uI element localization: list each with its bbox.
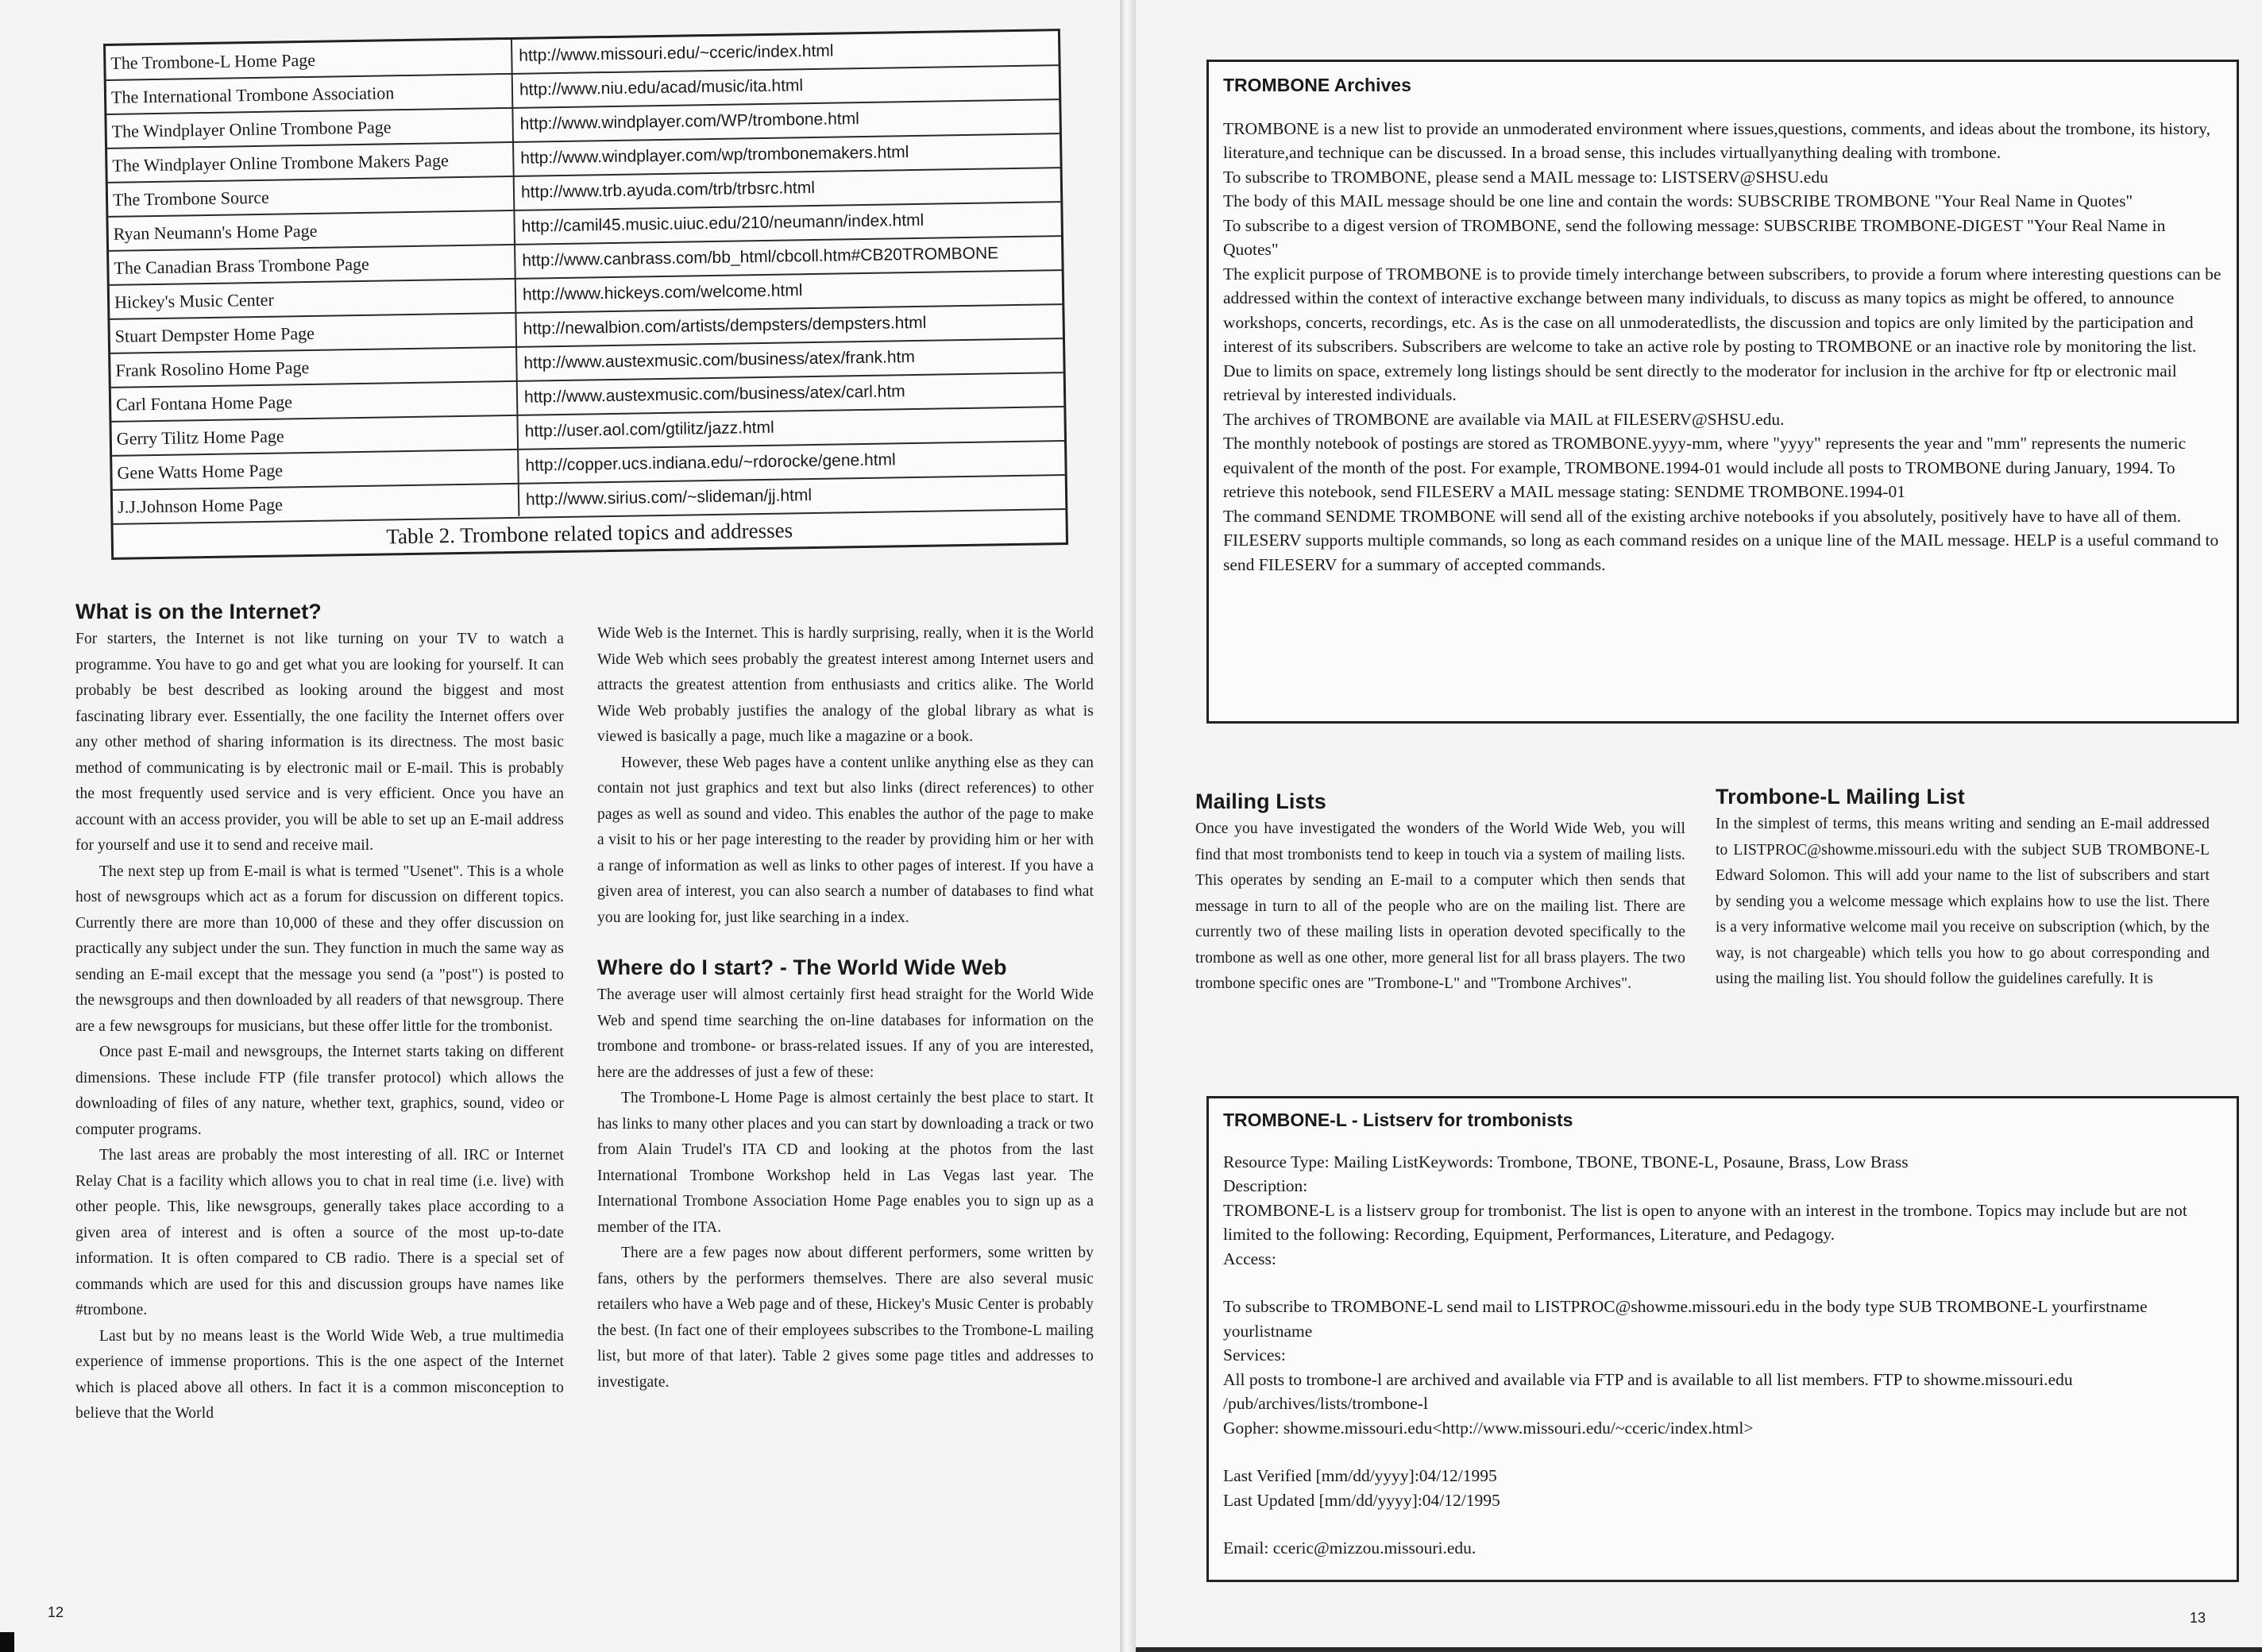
left-column-2 xyxy=(597,621,1094,1395)
section-heading-trombone-l: Trombone-L Mailing List xyxy=(1716,785,1965,809)
listserv-box xyxy=(1206,1096,2239,1582)
row-title: The Windplayer Online Trombone Makers Page xyxy=(112,150,449,176)
row-url[interactable]: http://www.austexmusic.com/business/atex/carl.htm xyxy=(523,382,905,407)
description: TROMBONE-L is a listserv group for trombonist. The list is open to anyone with an interest in the trombone. Topics may include but are not limited to the following: Recording, Equipment, Performances, Literature, and Pedagogy. xyxy=(1223,1200,2187,1244)
spacer xyxy=(1223,1440,2222,1464)
right-page xyxy=(1136,0,2262,1652)
row-url[interactable]: http://www.trb.ayuda.com/trb/trbsrc.html xyxy=(520,178,816,202)
box-line: TROMBONE is a new list to provide an unmoderated environment where issues,questions, comments, and ideas about the trombone, its history, literature,and technique can be discussed. In a broad sense, this includes virtuallyanything dealing with trombone. xyxy=(1223,118,2211,162)
spacer xyxy=(1223,1512,2222,1536)
row-url[interactable]: http://www.canbrass.com/bb_html/cbcoll.htm#CB20TROMBONE xyxy=(522,244,999,270)
paragraph: The last areas are probably the most interesting of all. IRC or Internet Relay Chat is a facility which allows you to chat in real time (i.e. live) with other people. This, like newsgroups, generally takes place according to a given area of interest and is often a source of the most up-to-date information. It is often compared to CB radio. There is a special set of commands which are used for this and discussion groups have names like #trombone. xyxy=(75,1147,564,1318)
paragraph: Once past E-mail and newsgroups, the Internet starts taking on different dimensions. These include FTP (file transfer protocol) which allows the downloading of files of any nature, whether text, graphics, sound, video or computer programs. xyxy=(75,1044,564,1138)
last-updated: Last Updated [mm/dd/yyyy]:04/12/1995 xyxy=(1223,1490,1500,1510)
email-line[interactable]: Email: cceric@mizzou.missouri.edu. xyxy=(1223,1538,1476,1557)
page-number: 13 xyxy=(2190,1610,2206,1626)
section-heading-internet: What is on the Internet? xyxy=(75,600,322,623)
box-title: TROMBONE-L - Listserv for trombonists xyxy=(1223,1110,1573,1130)
row-url[interactable]: http://www.sirius.com/~slideman/jj.html xyxy=(525,486,813,509)
row-title: J.J.Johnson Home Page xyxy=(117,494,284,517)
last-verified: Last Verified [mm/dd/yyyy]:04/12/1995 xyxy=(1223,1466,1497,1485)
bottom-edge-rule xyxy=(1136,1647,2262,1652)
row-title: Carl Fontana Home Page xyxy=(115,392,293,415)
paragraph: Wide Web is the Internet. This is hardly surprising, really, when it is the World Wide Web which sees probably the greatest interest among Internet users and attracts the greatest attention from enthusiasts and critics alike. The World Wide Web probably justifies the analogy of the global library as what is viewed is basically a page, much like a magazine or a book. xyxy=(597,625,1094,745)
box-line: The explicit purpose of TROMBONE is to provide timely interchange between subscribers, to provide a forum where interesting questions can be addressed within the context of interactive exchange between many individuals, to discuss as many topics as might be offered, to announce workshops, concerts, recordings, etc. As is the case on all unmoderatedlists, the discussion and topics are only limited by the participation and interest of its subscribers. Subscribers are welcome to take an active role by posting to TROMBONE or an inactive role by monitoring the list. Due to limits on space, extremely long listings should be sent directly to the moderator for inclusion in the archive for ftp or electronic mail retrieval by interested individuals. xyxy=(1223,264,2221,404)
page-number: 12 xyxy=(48,1604,64,1620)
row-url[interactable]: http://www.hickeys.com/welcome.html xyxy=(522,281,803,304)
description-label: Description: xyxy=(1223,1176,1308,1195)
paragraph: Once you have investigated the wonders of the World Wide Web, you will find that most trombonists tend to keep in touch via a system of mailing lists. This operates by sending an E-mail to a computer which then sends that message in turn to all of the people who are on the mailing list. There are currently two of these mailing lists in operation devoted specifically to the trombone as well as one other, more general list for all brass players. The two trombone specific ones are "Trombone-L" and "Trombone Archives". xyxy=(1195,820,1685,992)
row-title: The International Trombone Association xyxy=(110,83,395,107)
gopher-line[interactable]: Gopher: showme.missouri.edu<http://www.missouri.edu/~cceric/index.html> xyxy=(1223,1418,1754,1438)
left-page xyxy=(0,0,1120,1652)
row-title: Stuart Dempster Home Page xyxy=(114,322,315,346)
row-url[interactable]: http://user.aol.com/gtilitz/jazz.html xyxy=(524,418,774,441)
paragraph: For starters, the Internet is not like turning on your TV to watch a programme. You have to go and get what you are looking for yourself. It can probably be best described as looking around the biggest and most fascinating library ever. Essentially, the one facility the Internet offers over any other method of sharing information is its directness. The most basic method of communicating is by electronic mail or E-mail. This is probably the most frequently used service and is very efficient. Once you have an account with an access provider, you will be able to set up an E-mail address for yourself and use it to send and receive mail. xyxy=(75,631,564,854)
row-title: The Canadian Brass Trombone Page xyxy=(114,253,369,278)
paragraph: In the simplest of terms, this means writing and sending an E-mail addressed to LISTPROC@showme.missouri.edu with the subject SUB TROMBONE-L Edward Solomon. This will add your name to the list of subscribers and start by sending you a welcome message which explains how to use the list. There is a very informative welcome mail you receive on subscription (which, by the way, is not chargeable) which tells you how to go about corresponding and using the mailing list. You should follow the guidelines carefully. It is xyxy=(1716,816,2210,987)
row-url[interactable]: http://www.missouri.edu/~cceric/index.html xyxy=(519,41,834,65)
mailing-lists-column xyxy=(1195,789,1685,998)
trombone-l-column xyxy=(1716,784,2210,993)
trombone-links-table xyxy=(103,29,1068,560)
row-url[interactable]: http://www.niu.edu/acad/music/ita.html xyxy=(519,76,804,99)
paragraph: Last but by no means least is the World Wide Web, a true multimedia experience of immense proportions. This is the one aspect of the Internet which is placed above all others. In fact it is a common misconception to believe that the World xyxy=(75,1327,564,1422)
row-url[interactable]: http://www.windplayer.com/wp/trombonemakers.html xyxy=(520,143,909,168)
section-heading-mailing-lists: Mailing Lists xyxy=(1195,789,1326,813)
services-label: Services: xyxy=(1223,1345,1286,1364)
access-label: Access: xyxy=(1223,1249,1276,1268)
row-url[interactable]: http://www.windplayer.com/WP/trombone.html xyxy=(519,110,859,133)
row-title: Hickey's Music Center xyxy=(114,289,274,312)
table-caption: Table 2. Trombone related topics and addresses xyxy=(386,518,793,549)
trombone-archives-box xyxy=(1206,60,2239,724)
paragraph: The Trombone-L Home Page is almost certainly the best place to start. It has links to many other places and you can start by downloading a track or two from Alain Trudel's ITA CD and looking at the photos from the last International Trombone Workshop held in Las Vegas last year. The International Trombone Association Home Page enables you to sign up as a member of the ITA. xyxy=(597,1090,1094,1236)
box-line: The archives of TROMBONE are available via MAIL at FILESERV@SHSU.edu. xyxy=(1223,409,1785,429)
services-text: All posts to trombone-l are archived and available via FTP and is available to all list members. FTP to showme.missouri.edu /pub/archives/lists/trombone-l xyxy=(1223,1369,2073,1413)
row-title: The Trombone-L Home Page xyxy=(110,49,316,73)
access-text: To subscribe to TROMBONE-L send mail to LISTPROC@showme.missouri.edu in the body type SUB TROMBONE-L yourfirstname yourlistname xyxy=(1223,1297,2148,1341)
paragraph: The average user will almost certainly first head straight for the World Wide Web and spend time searching the on-line databases for information on the trombone and trombone- or brass-related issues. If any of you are interested, here are the addresses of just a few of these: xyxy=(597,986,1094,1081)
row-title: The Windplayer Online Trombone Page xyxy=(111,117,392,141)
row-title: Gerry Tilitz Home Page xyxy=(116,426,284,449)
box-line: To subscribe to TROMBONE, please send a MAIL message to: LISTSERV@SHSU.edu xyxy=(1223,167,1828,187)
box-line: The command SENDME TROMBONE will send all of the existing archive notebooks if you absolutely, positively have to have all of them. xyxy=(1223,506,2182,526)
box-line: To subscribe to a digest version of TROMBONE, send the following message: SUBSCRIBE TROMBONE-DIGEST "Your Real Name in Quotes" xyxy=(1223,215,2166,259)
row-title: Ryan Neumann's Home Page xyxy=(113,220,318,244)
box-line: The monthly notebook of postings are stored as TROMBONE.yyyy-mm, where "yyyy" represents the year and "mm" represents the numeric equivalent of the month of the post. For example, TROMBONE.1994-01 would include all posts to TROMBONE during January, 1994. To retrieve this notebook, send FILESERV a MAIL message stating: SENDME TROMBONE.1994-01 xyxy=(1223,434,2187,501)
spacer xyxy=(1223,1271,2222,1295)
row-title: The Trombone Source xyxy=(112,187,270,210)
box-line: The body of this MAIL message should be one line and contain the words: SUBSCRIBE TROMBONE "Your Real Name in Quotes" xyxy=(1223,191,2133,210)
row-url[interactable]: http://newalbion.com/artists/dempsters/dempsters.html xyxy=(523,313,927,338)
section-heading-www: Where do I start? - The World Wide Web xyxy=(597,955,1007,979)
paragraph: The next step up from E-mail is what is termed "Usenet". This is a whole host of newsgroups which act as a forum for discussion on different topics. Currently there are more than 10,000 of these and they offer discussion on practically any subject under the sun. They function in much the same way as sending an E-mail except that the message you send (a "post") is posted to the newsgroups and then downloaded by all readers of that newsgroup. There are a few newsgroups for musicians, but these offer little for the trombonist. xyxy=(75,863,564,1035)
row-url[interactable]: http://copper.ucs.indiana.edu/~rdorocke/gene.html xyxy=(525,450,896,475)
page-gutter xyxy=(1120,0,1136,1652)
box-line: FILESERV supports multiple commands, so long as each command resides on a unique line of the MAIL message. HELP is a useful command to send FILESERV for a summary of accepted commands. xyxy=(1223,531,2219,574)
row-url[interactable]: http://camil45.music.uiuc.edu/210/neumann/index.html xyxy=(521,210,924,236)
box-title: TROMBONE Archives xyxy=(1223,75,1411,95)
left-column-1 xyxy=(75,599,564,1427)
paragraph: However, these Web pages have a content unlike anything else as they can contain not just graphics and text but also links (direct references) to other pages as well as sound and video. This enables the author of the page to make a visit to his or her page interesting to the reader by providing him or her with a range of information as well as links to other pages of interest. If you have a given area of interest, you can also search a number of databases to find what you are looking for, just like searching in a index. xyxy=(597,754,1094,926)
resource-type: Resource Type: Mailing ListKeywords: Trombone, TBONE, TBONE-L, Posaune, Brass, Low Brass xyxy=(1223,1152,1909,1171)
scan-corner-mark xyxy=(0,1632,14,1652)
paragraph: There are a few pages now about different performers, some written by fans, others by the performers themselves. There are also several music retailers who have a Web page and of these, Hickey's Music Center is probably the best. (In fact one of their employees subscribes to the Trombone-L mailing list, but more of that later). Table 2 gives some page titles and addresses to investigate. xyxy=(597,1245,1094,1391)
row-title: Gene Watts Home Page xyxy=(117,460,284,483)
row-title: Frank Rosolino Home Page xyxy=(115,357,310,380)
row-url[interactable]: http://www.austexmusic.com/business/atex/frank.htm xyxy=(523,347,916,372)
